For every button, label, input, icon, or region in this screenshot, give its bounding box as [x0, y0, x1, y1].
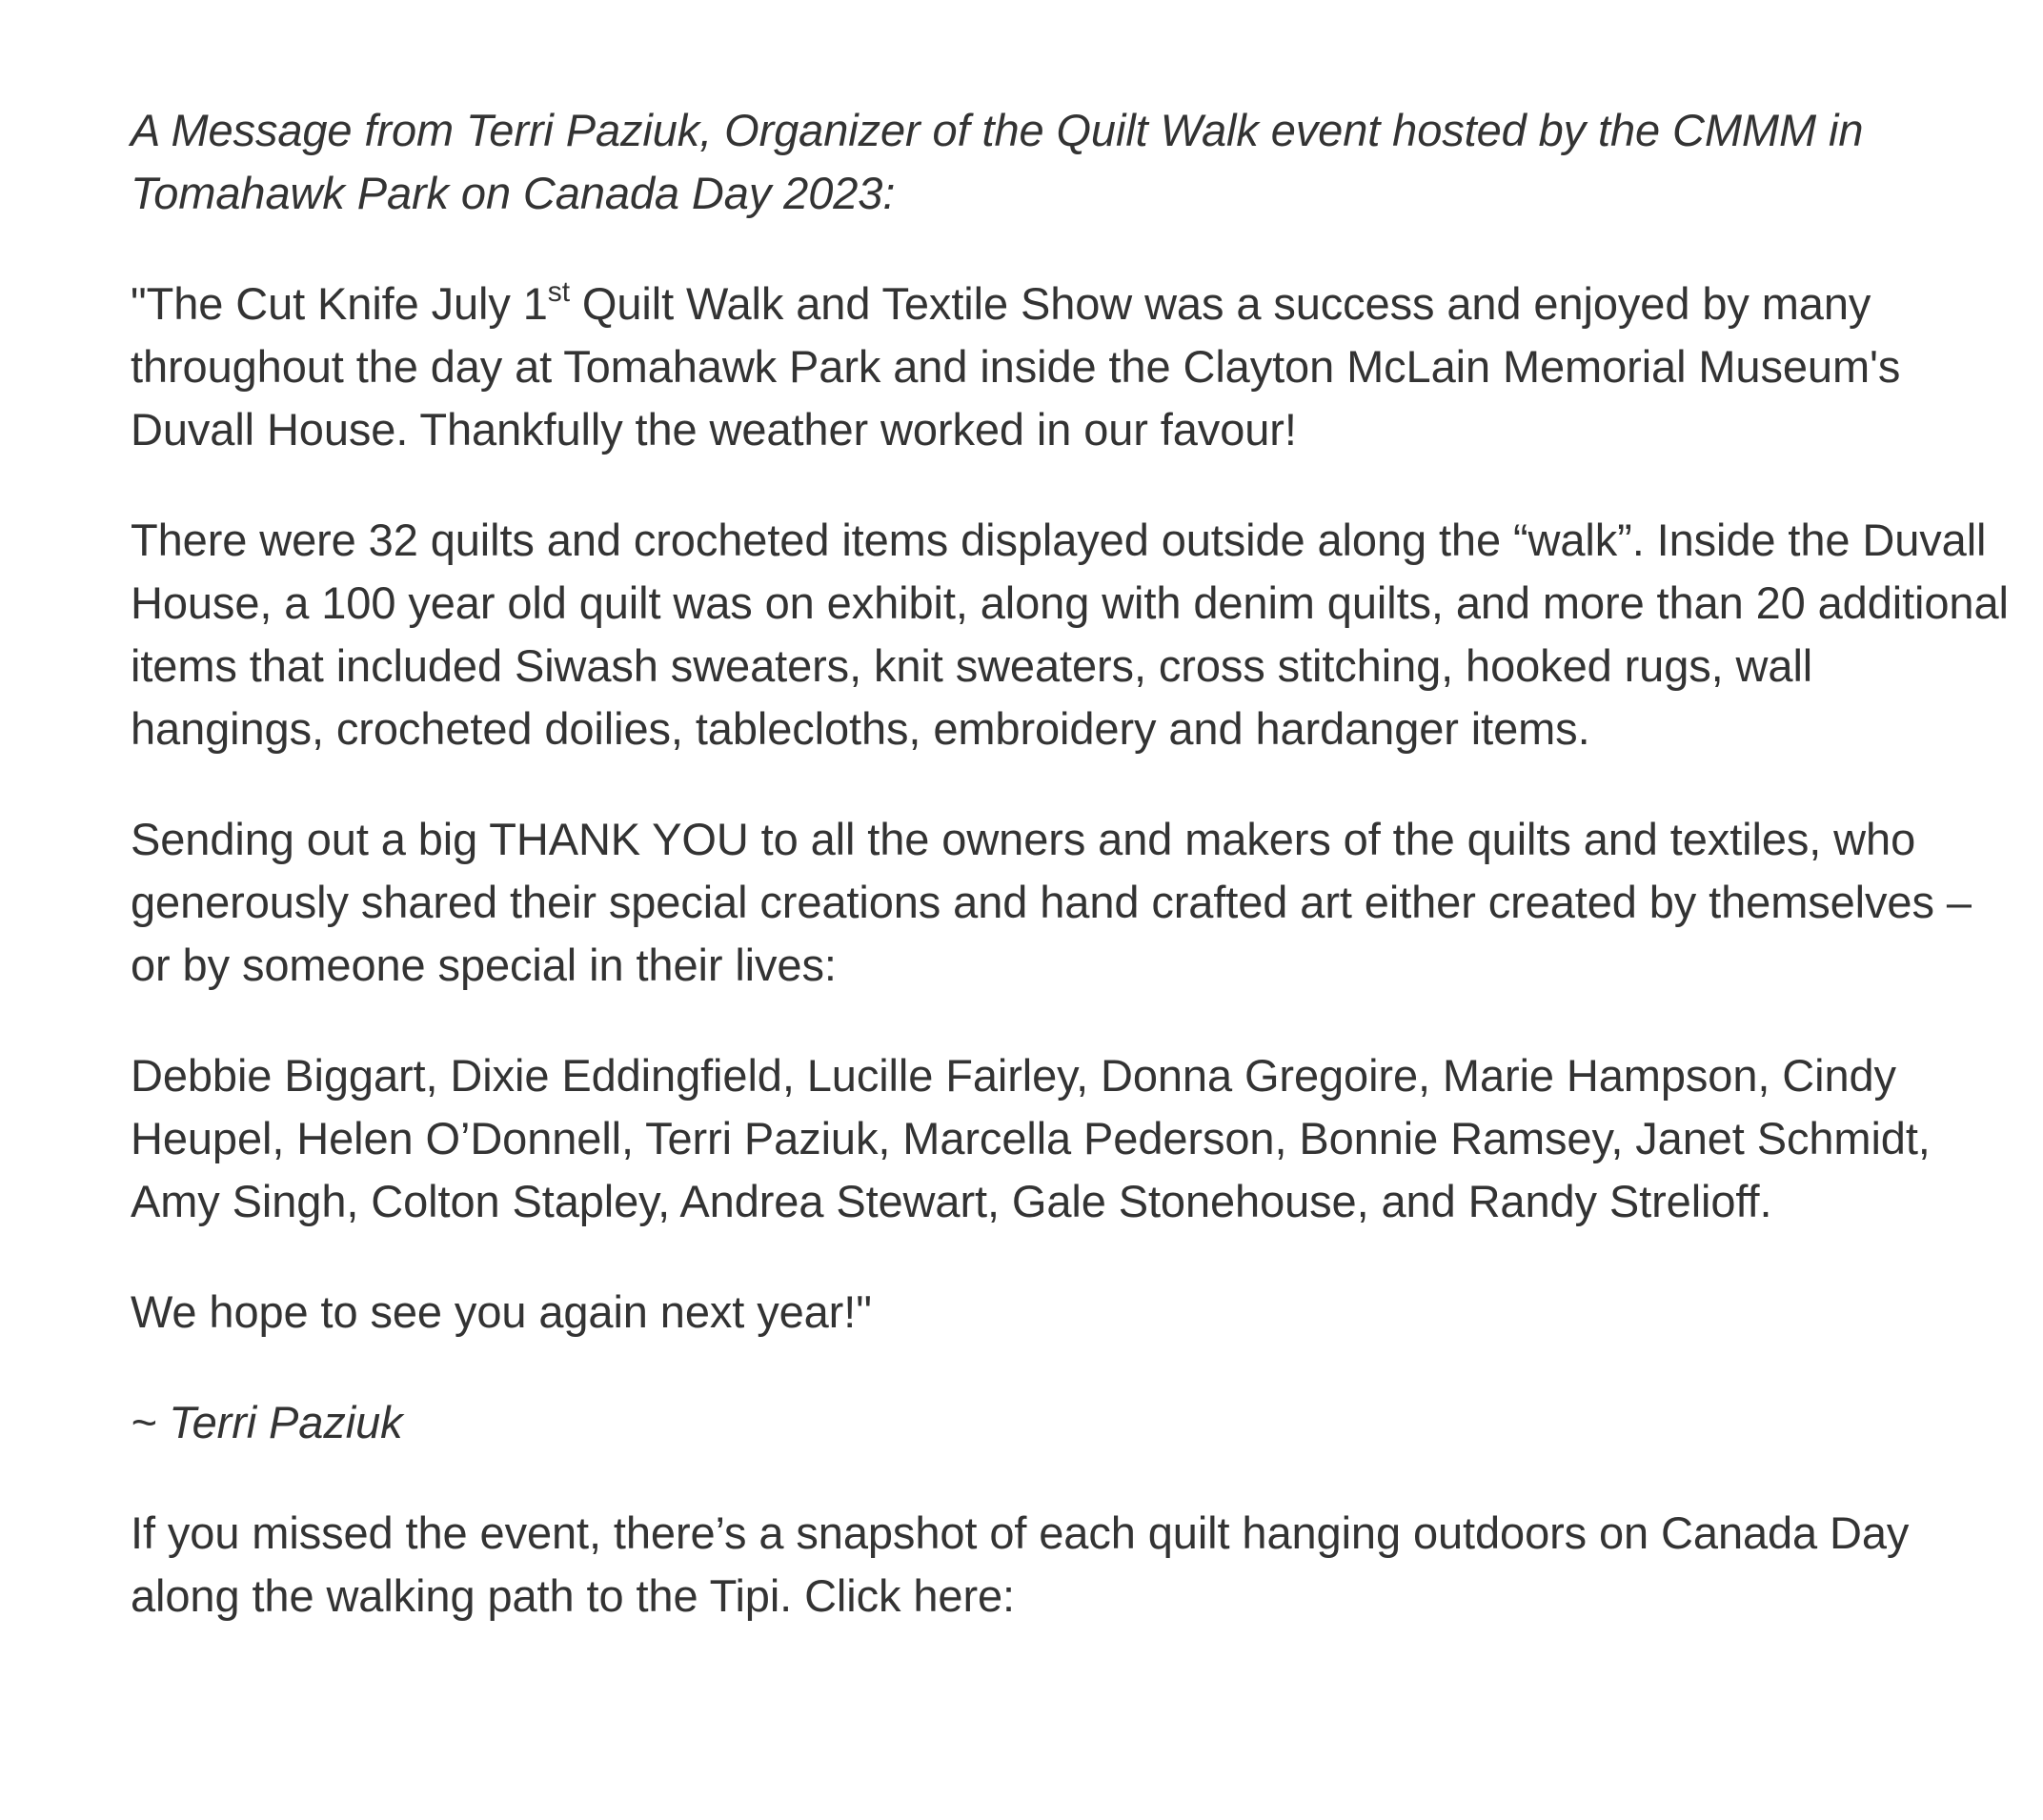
event-summary-paragraph — [131, 273, 2013, 461]
event-summary-text-end: Quilt Walk and Textile Show was a success and enjoyed by many throughout the day at Tomahawk Park and inside the Clayton McLain Memorial Museum's Duvall House. Thankfully the weather worked in our favour! — [131, 278, 1901, 455]
closing-paragraph: We hope to see you again next year!" — [131, 1286, 872, 1337]
contributors-list: Debbie Biggart, Dixie Eddingfield, Lucille Fairley, Donna Gregoire, Marie Hampson, Cindy Heupel, Helen O’Donnell, Terri Paziuk, Marcella Pederson, Bonnie Ramsey, Janet Schmidt, Amy Singh, Colton Stapley, Andrea Stewart, Gale Stonehouse, and Randy Strelioff. — [131, 1050, 1931, 1226]
ordinal-suffix: st — [547, 276, 570, 309]
exhibit-details-paragraph: There were 32 quilts and crocheted items displayed outside along the “walk”. Inside the Duvall House, a 100 year old quilt was on exhibit, along with denim quilts, and more than 20 additional items that included Siwash sweaters, knit sweaters, cross stitching, hooked rugs, wall hangings, crocheted doilies, tablecloths, embroidery and hardanger items. — [131, 515, 2009, 754]
intro-paragraph: A Message from Terri Paziuk, Organizer of the Quilt Walk event hosted by the CMMM in Tomahawk Park on Canada Day 2023: — [131, 105, 1864, 218]
event-summary-text-start: "The Cut Knife July 1 — [131, 278, 548, 329]
message-body — [131, 99, 2013, 1675]
snapshot-link-paragraph: If you missed the event, there’s a snapshot of each quilt hanging outdoors on Canada Day along the walking path to the Tipi. Click here: — [131, 1507, 1910, 1621]
signature: ~ Terri Paziuk — [131, 1397, 403, 1447]
thank-you-paragraph: Sending out a big THANK YOU to all the owners and makers of the quilts and textiles, who generously shared their special creations and hand crafted art either created by themselves – or by someone special in their lives: — [131, 814, 1972, 990]
